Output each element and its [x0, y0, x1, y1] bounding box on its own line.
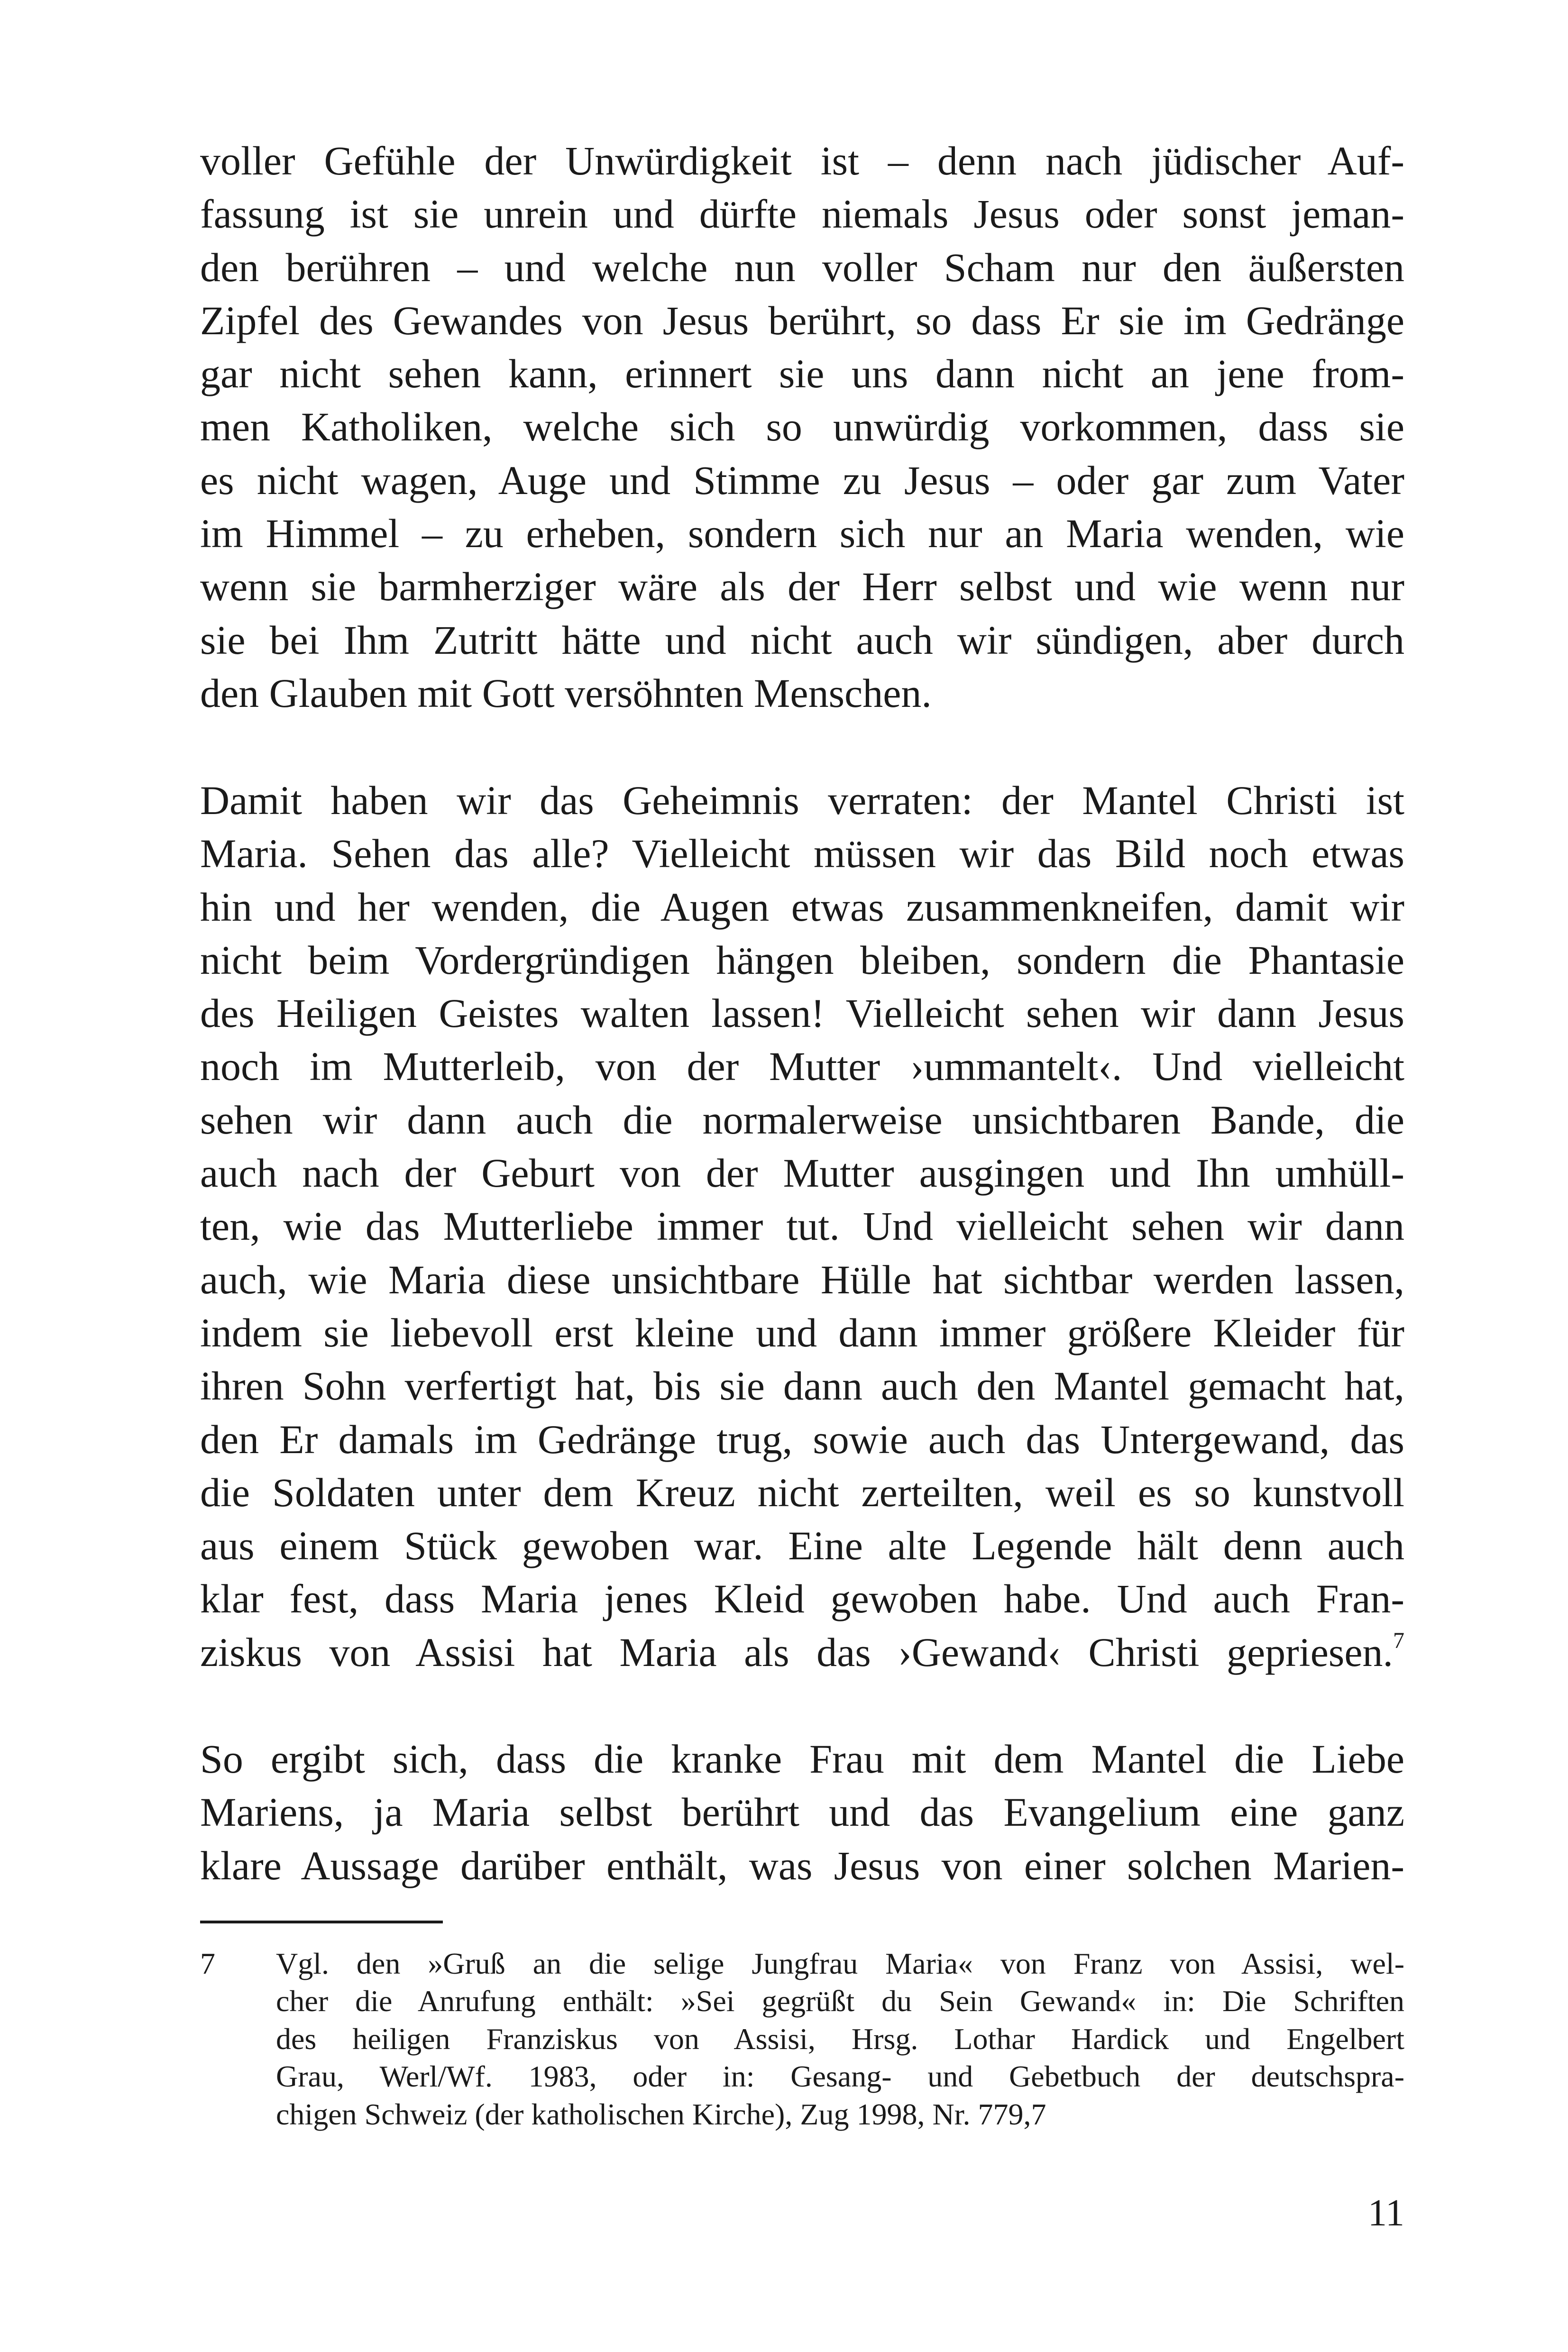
- text-line: Mariens, ja Maria selbst berührt und das Evangelium eine ganz: [200, 1789, 1404, 1835]
- paragraph-2: [200, 774, 1404, 1679]
- text-line: indem sie liebevoll erst kleine und dann immer größere Kleider für: [200, 1309, 1404, 1355]
- footnote-line: des heiligen Franziskus von Assisi, Hrsg. Lothar Hardick und Engelbert: [276, 2022, 1404, 2056]
- text-line: im Himmel – zu erheben, sondern sich nur an Maria wenden, wie: [200, 511, 1404, 557]
- text-line: auch nach der Geburt von der Mutter ausgingen und Ihn umhüll-: [200, 1150, 1404, 1196]
- text-line-with-footnote-ref: [200, 1626, 1404, 1679]
- text-line: nicht beim Vordergründigen hängen bleiben, sondern die Phantasie: [200, 937, 1404, 983]
- text-line: die Soldaten unter dem Kreuz nicht zerteilten, weil es so kunstvoll: [200, 1469, 1404, 1515]
- text-line: wenn sie barmherziger wäre als der Herr selbst und wie wenn nur: [200, 564, 1404, 610]
- text-line: des Heiligen Geistes walten lassen! Vielleicht sehen wir dann Jesus: [200, 990, 1404, 1036]
- text-line: fassung ist sie unrein und dürfte niemals Jesus oder sonst jeman-: [200, 191, 1404, 237]
- text-line: den berühren – und welche nun voller Scham nur den äußersten: [200, 244, 1404, 290]
- text-line: Maria. Sehen das alle? Vielleicht müssen wir das Bild noch etwas: [200, 831, 1404, 877]
- text-line: Damit haben wir das Geheimnis verraten: der Mantel Christi ist: [200, 778, 1404, 823]
- footnote-text: [276, 1945, 1404, 2133]
- text-line: klar fest, dass Maria jenes Kleid gewoben habe. Und auch Fran-: [200, 1576, 1404, 1622]
- footnote-line: cher die Anrufung enthält: »Sei gegrüßt du Sein Gewand« in: Die Schriften: [276, 1984, 1404, 2018]
- text-line: gar nicht sehen kann, erinnert sie uns dann nicht an jene from-: [200, 351, 1404, 397]
- text-line: aus einem Stück gewoben war. Eine alte Legende hält denn auch: [200, 1523, 1404, 1569]
- text-line: den Glauben mit Gott versöhnten Menschen.: [200, 670, 932, 716]
- text-line: es nicht wagen, Auge und Stimme zu Jesus – oder gar zum Vater: [200, 457, 1404, 503]
- text-line: men Katholiken, welche sich so unwürdig vorkommen, dass sie: [200, 404, 1404, 450]
- text-line: den Er damals im Gedränge trug, sowie auch das Untergewand, das: [200, 1416, 1404, 1462]
- text-line: sie bei Ihm Zutritt hätte und nicht auch wir sündigen, aber durch: [200, 617, 1404, 663]
- footnote-line: Vgl. den »Gruß an die selige Jungfrau Maria« von Franz von Assisi, wel-: [276, 1947, 1404, 1980]
- text-line: ten, wie das Mutterliebe immer tut. Und vielleicht sehen wir dann: [200, 1203, 1404, 1249]
- text-line: So ergibt sich, dass die kranke Frau mit dem Mantel die Liebe: [200, 1736, 1404, 1782]
- text-line: ihren Sohn verfertigt hat, bis sie dann auch den Mantel gemacht hat,: [200, 1363, 1404, 1409]
- footnote-separator-rule: [200, 1921, 443, 1923]
- footnote-line: Grau, Werl/Wf. 1983, oder in: Gesang- und Gebetbuch der deutschspra-: [276, 2059, 1404, 2094]
- text-line: hin und her wenden, die Augen etwas zusammenkneifen, damit wir: [200, 884, 1404, 930]
- text-line: sehen wir dann auch die normalerweise unsichtbaren Bande, die: [200, 1097, 1404, 1143]
- text-line: auch, wie Maria diese unsichtbare Hülle hat sichtbar werden lassen,: [200, 1256, 1404, 1302]
- paragraph-3: [200, 1732, 1404, 1892]
- text-line-content: ziskus von Assisi hat Maria als das ›Gewand‹ Christi gepriesen.: [200, 1629, 1393, 1675]
- footnote-number: 7: [200, 1947, 215, 1980]
- footnote-line: chigen Schweiz (der katholischen Kirche), Zug 1998, Nr. 779,7: [276, 2097, 1046, 2131]
- text-line: voller Gefühle der Unwürdigkeit ist – denn nach jüdischer Auf-: [200, 138, 1404, 183]
- text-line: klare Aussage darüber enthält, was Jesus von einer solchen Marien-: [200, 1842, 1404, 1888]
- footnote-reference[interactable]: 7: [1393, 1628, 1404, 1653]
- page-number: 11: [1367, 2192, 1404, 2234]
- text-line: noch im Mutterleib, von der Mutter ›ummantelt‹. Und vielleicht: [200, 1043, 1404, 1089]
- text-line: Zipfel des Gewandes von Jesus berührt, so dass Er sie im Gedränge: [200, 297, 1404, 343]
- paragraph-1: [200, 134, 1404, 720]
